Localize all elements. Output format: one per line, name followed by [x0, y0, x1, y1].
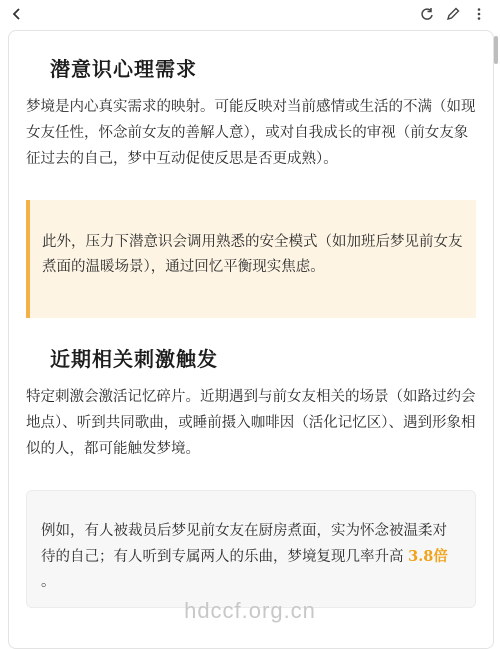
top-toolbar	[0, 0, 500, 30]
section-heading-stimulus: 近期相关刺激触发	[50, 347, 218, 371]
chevron-left-icon[interactable]	[12, 6, 22, 25]
edit-icon[interactable]	[446, 6, 460, 20]
quote-block-example	[26, 490, 476, 608]
scrollbar[interactable]	[494, 36, 498, 64]
watermark: hdccf.org.cn	[184, 598, 316, 623]
section-paragraph-stimulus: 特定刺激会激活记忆碎片。近期遇到与前女友相关的场景（如路过约会地点）、听到共同歌曲，或睡前摄入咖啡因（活化记忆区）、遇到形象相似的人，都可能触发梦境。	[26, 389, 476, 457]
section-heading-subconscious: 潜意识心理需求	[50, 57, 197, 81]
quote-text-pressure: 此外，压力下潜意识会调用熟悉的安全模式（如加班后梦见前女友煮面的温暖场景），通过回忆平衡现实焦虑。	[42, 234, 463, 275]
quote-text-before: 例如，有人被裁员后梦见前女友在厨房煮面，实为怀念被温柔对待的自己；有人听到专属两人的乐曲，梦境复现几率升高	[41, 523, 447, 565]
quote-text-example	[41, 519, 461, 595]
quote-text-after: 。	[41, 574, 56, 590]
section-paragraph-subconscious: 梦境是内心真实需求的映射。可能反映对当前感情或生活的不满（如现女友任性，怀念前女友的善解人意），或对自我成长的审视（前女友象征过去的自己，梦中互动促使反思是否更成熟）。	[26, 99, 476, 167]
more-icon[interactable]	[472, 6, 486, 20]
quote-block-pressure	[26, 200, 476, 318]
highlight-value: 3.8倍	[408, 548, 448, 565]
refresh-icon[interactable]	[420, 6, 434, 20]
